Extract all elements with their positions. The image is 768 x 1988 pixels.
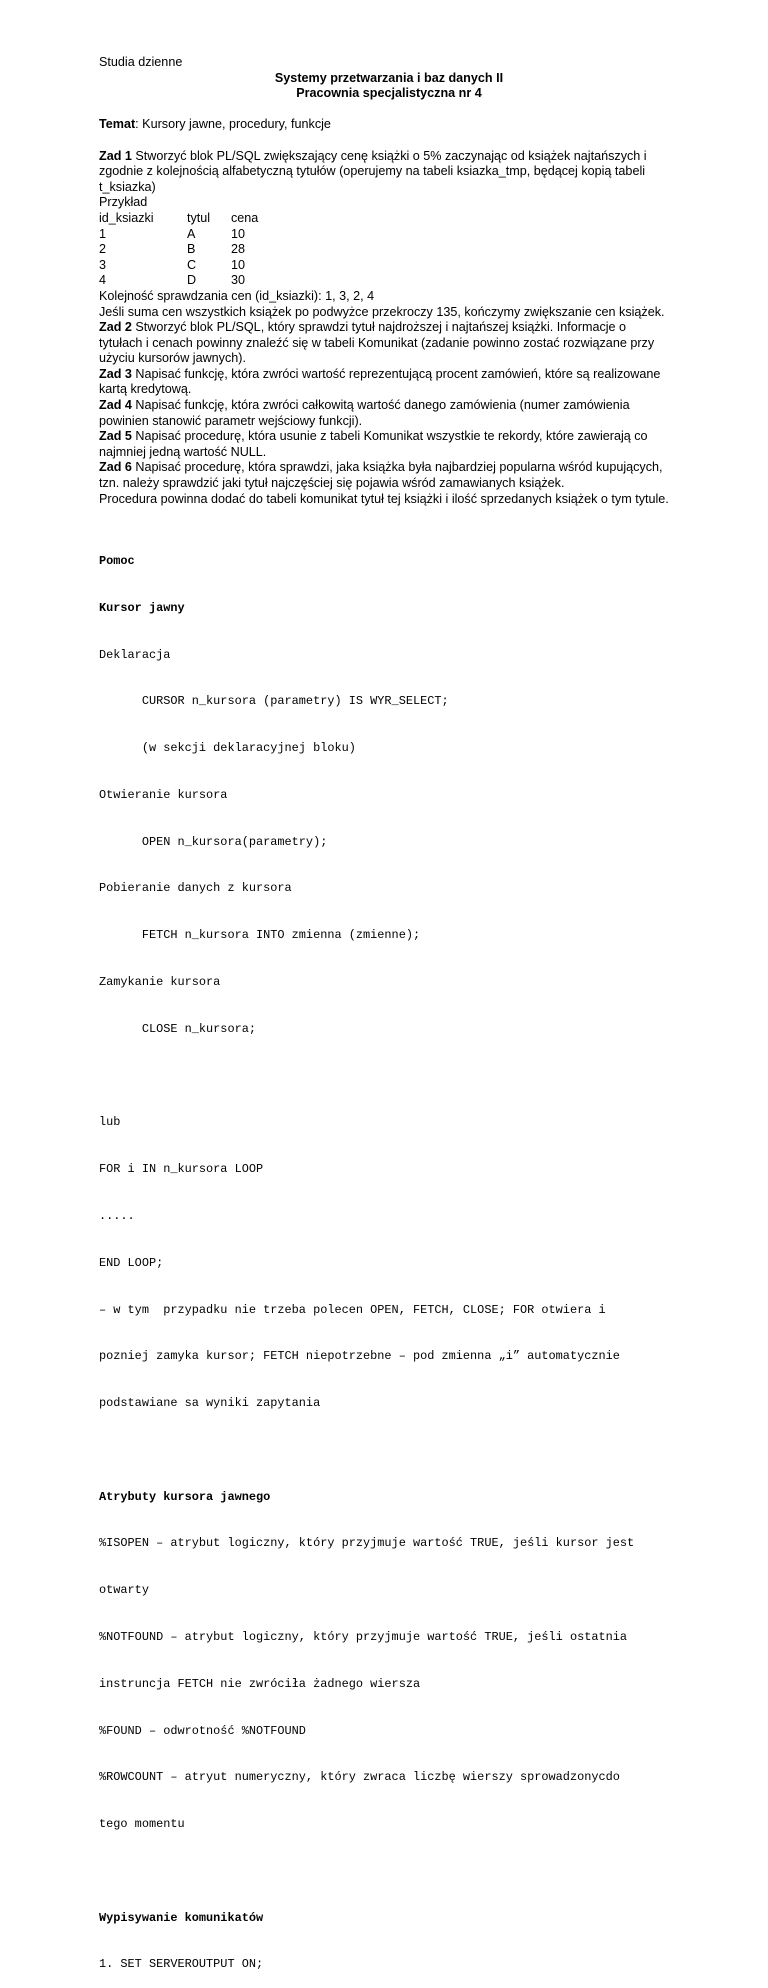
task-5-label: Zad 5 — [99, 429, 132, 444]
table-row — [99, 273, 679, 289]
course-title: Systemy przetwarzania i baz danych II — [274, 70, 504, 85]
task-3-line: Napisać funkcję, która zwróci wartość reprezentującą procent zamówień, które są realizowane — [131, 366, 661, 381]
code-line: FOR i IN n_kursora LOOP — [99, 1162, 264, 1177]
task-3-label: Zad 3 — [99, 366, 132, 381]
attributes-title: Atrybuty kursora jawnego — [99, 1489, 271, 1504]
table-cell: C — [187, 257, 197, 272]
task-2-line: Stworzyć blok PL/SQL, który sprawdzi tytuł najdroższej i najtańszej książki. Informacje o — [131, 320, 627, 335]
code-line: lub — [99, 1115, 121, 1130]
table-cell: D — [187, 273, 197, 288]
topic-text: : Kursory jawne, procedury, funkcje — [135, 117, 331, 132]
task-5-line: Napisać procedurę, która usunie z tabeli Komunikat wszystkie te rekordy, które zawierają co — [131, 429, 648, 444]
task-5 — [99, 429, 679, 460]
table-cell: A — [187, 226, 196, 241]
code-line: FETCH n_kursora INTO zmienna (zmienne); — [99, 928, 421, 943]
code-line: otwarty — [99, 1583, 149, 1598]
help-section — [99, 523, 679, 1443]
task-1-line: Jeśli suma cen wszystkich książek po podwyżce przekroczy 135, kończymy zwiększanie cen książek. — [99, 304, 665, 319]
study-mode: Studia dzienne — [99, 55, 183, 69]
code-line: OPEN n_kursora(parametry); — [99, 834, 328, 849]
messages-section — [99, 1879, 679, 1988]
table-cell: 30 — [231, 273, 246, 288]
task-1-label: Zad 1 — [99, 148, 132, 163]
task-3-line: kartą kredytową. — [99, 382, 192, 397]
help-title: Pomoc — [99, 554, 135, 568]
table-cell: 2 — [99, 242, 107, 257]
code-line: Deklaracja — [99, 647, 171, 662]
code-line: – w tym przypadku nie trzeba polecen OPEN, FETCH, CLOSE; FOR otwiera i — [99, 1302, 606, 1317]
task-1-line: Stworzyć blok PL/SQL zwiększający cenę książki o 5% zaczynając od książek najtańszych i — [131, 148, 647, 163]
table-cell: 1 — [99, 226, 107, 241]
task-1-line: Kolejność sprawdzania cen (id_ksiazki): 1, 3, 2, 4 — [99, 288, 375, 303]
task-4-line: powinien stanowić parametr wejściowy funkcji). — [99, 413, 363, 428]
task-5-line: najmniej jedną wartość NULL. — [99, 444, 267, 459]
task-4-label: Zad 4 — [99, 398, 132, 413]
task-4-line: Napisać funkcję, która zwróci całkowitą wartość danego zamówienia (numer zamówienia — [131, 398, 630, 413]
lab-title: Pracownia specjalistyczna nr 4 — [296, 86, 482, 101]
task-1-line: Przykład — [99, 195, 148, 210]
attributes-section — [99, 1458, 679, 1863]
task-6-line: Procedura powinna dodać do tabeli komunikat tytuł tej książki i ilość sprzedanych książek o tym tytule. — [99, 491, 669, 506]
task-6 — [99, 460, 679, 507]
code-line: podstawiane sa wyniki zapytania — [99, 1396, 321, 1411]
task-6-label: Zad 6 — [99, 460, 132, 475]
code-line: 1. SET SERVEROUTPUT ON; — [99, 1957, 264, 1972]
code-line — [99, 1069, 679, 1085]
table-header-cell: tytul — [187, 210, 211, 225]
task-6-line: tzn. należy sprawdzić jaki tytuł najczęściej się pojawia wśród zamawianych książek. — [99, 476, 565, 491]
example-table-header — [99, 211, 679, 227]
table-row — [99, 258, 679, 274]
messages-title: Wypisywanie komunikatów — [99, 1910, 264, 1925]
task-2-label: Zad 2 — [99, 320, 132, 335]
task-2-line: użyciu kursorów jawnych). — [99, 351, 246, 366]
code-line: %ROWCOUNT – atryut numeryczny, który zwraca liczbę wierszy sprowadzonycdo — [99, 1770, 620, 1785]
task-3 — [99, 367, 679, 398]
task-1-line: t_ksiazka) — [99, 179, 156, 194]
table-cell: 3 — [99, 257, 107, 272]
table-cell: 4 — [99, 273, 107, 288]
task-1 — [99, 149, 679, 321]
example-table — [99, 211, 679, 289]
task-4 — [99, 398, 679, 429]
code-line: pozniej zamyka kursor; FETCH niepotrzebne – pod zmienna „i” automatycznie — [99, 1349, 620, 1364]
table-cell: 10 — [231, 226, 246, 241]
task-2-line: tytułach i cenach powinny znaleźć się w tabeli Komunikat (zadanie powinno zostać rozwiązane przy — [99, 335, 655, 350]
code-line: Pobieranie danych z kursora — [99, 881, 292, 896]
topic-line — [99, 117, 679, 133]
code-line: Zamykanie kursora — [99, 975, 221, 990]
code-line: (w sekcji deklaracyjnej bloku) — [99, 741, 356, 756]
table-header-cell: id_ksiazki — [99, 210, 154, 225]
code-line: %FOUND – odwrotność %NOTFOUND — [99, 1723, 306, 1738]
code-line: END LOOP; — [99, 1255, 164, 1270]
topic-label: Temat — [99, 117, 136, 132]
table-row — [99, 242, 679, 258]
code-line: instruncja FETCH nie zwróciła żadnego wiersza — [99, 1676, 421, 1691]
task-6-line: Napisać procedurę, która sprawdzi, jaka książka była najbardziej popularna wśród kupujących, — [131, 460, 663, 475]
table-cell: 28 — [231, 242, 246, 257]
table-header-cell: cena — [231, 210, 259, 225]
code-line: %ISOPEN – atrybut logiczny, który przyjmuje wartość TRUE, jeśli kursor jest — [99, 1536, 635, 1551]
table-cell: B — [187, 242, 196, 257]
code-line: ..... — [99, 1208, 135, 1223]
code-line: tego momentu — [99, 1817, 185, 1832]
task-1-line: zgodnie z kolejnością alfabetyczną tytułów (operujemy na tabeli ksiazka_tmp, będącej kopią tabeli — [99, 164, 646, 179]
code-line: CLOSE n_kursora; — [99, 1021, 256, 1036]
code-line: Otwieranie kursora — [99, 787, 228, 802]
code-line: %NOTFOUND – atrybut logiczny, który przyjmuje wartość TRUE, jeśli ostatnia — [99, 1629, 628, 1644]
code-line: CURSOR n_kursora (parametry) IS WYR_SELECT; — [99, 694, 449, 709]
task-2 — [99, 320, 679, 367]
table-row — [99, 227, 679, 243]
cursor-title: Kursor jawny — [99, 600, 185, 615]
table-cell: 10 — [231, 257, 246, 272]
document-page — [99, 55, 679, 1988]
